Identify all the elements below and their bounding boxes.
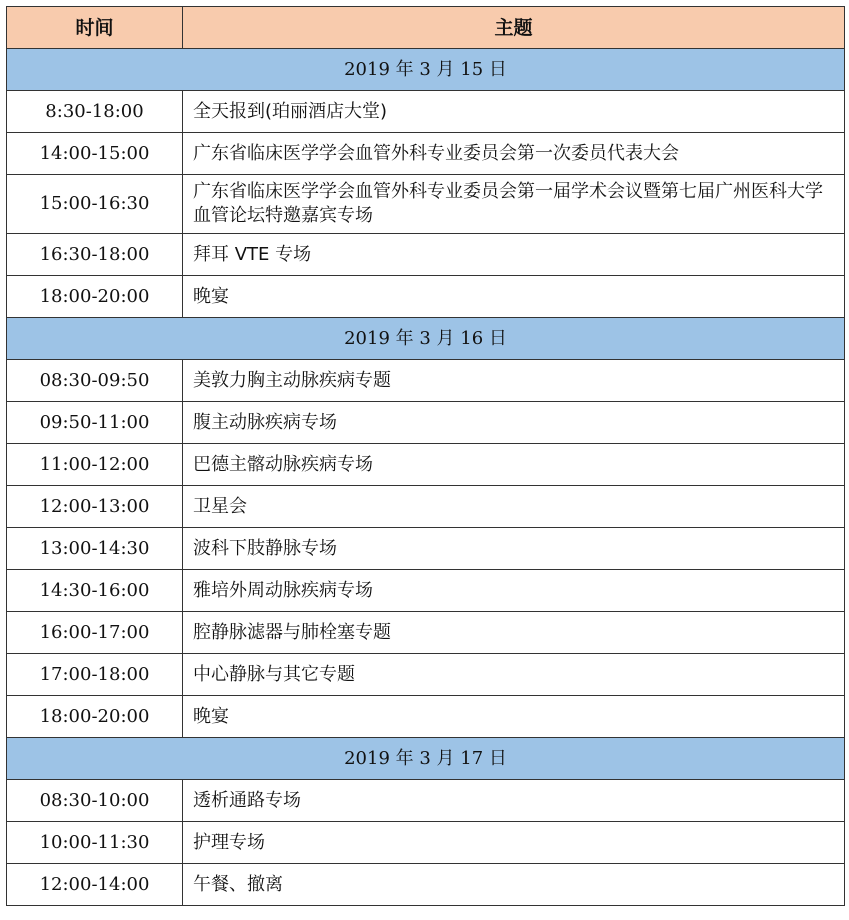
session-row — [7, 175, 845, 234]
session-time: 08:30-09:50 — [7, 360, 183, 402]
session-topic: 晚宴 — [183, 276, 845, 318]
session-time: 18:00-20:00 — [7, 696, 183, 738]
session-topic: 巴德主髂动脉疾病专场 — [183, 444, 845, 486]
session-time: 17:00-18:00 — [7, 654, 183, 696]
session-topic: 午餐、撤离 — [183, 864, 845, 906]
session-time: 12:00-13:00 — [7, 486, 183, 528]
time-column-header: 时间 — [7, 7, 183, 49]
session-topic: 波科下肢静脉专场 — [183, 528, 845, 570]
date-label: 2019 年 3 月 15 日 — [7, 49, 845, 91]
session-topic: 中心静脉与其它专题 — [183, 654, 845, 696]
date-label: 2019 年 3 月 16 日 — [7, 318, 845, 360]
session-row — [7, 486, 845, 528]
session-topic: 广东省临床医学学会血管外科专业委员会第一届学术会议暨第七届广州医科大学血管论坛特邀嘉宾专场 — [183, 175, 845, 234]
date-row — [7, 49, 845, 91]
session-time: 14:00-15:00 — [7, 133, 183, 175]
schedule-table — [6, 6, 845, 906]
session-topic: 雅培外周动脉疾病专场 — [183, 570, 845, 612]
session-row — [7, 402, 845, 444]
session-row — [7, 360, 845, 402]
session-row — [7, 864, 845, 906]
session-time: 14:30-16:00 — [7, 570, 183, 612]
session-row — [7, 444, 845, 486]
session-row — [7, 234, 845, 276]
header-row — [7, 7, 845, 49]
session-time: 08:30-10:00 — [7, 780, 183, 822]
session-time: 16:30-18:00 — [7, 234, 183, 276]
session-row — [7, 276, 845, 318]
session-topic: 护理专场 — [183, 822, 845, 864]
session-topic: 晚宴 — [183, 696, 845, 738]
session-time: 11:00-12:00 — [7, 444, 183, 486]
session-topic: 全天报到(珀丽酒店大堂) — [183, 91, 845, 133]
session-row — [7, 654, 845, 696]
session-row — [7, 612, 845, 654]
session-time: 8:30-18:00 — [7, 91, 183, 133]
session-time: 12:00-14:00 — [7, 864, 183, 906]
session-row — [7, 780, 845, 822]
session-time: 10:00-11:30 — [7, 822, 183, 864]
session-row — [7, 528, 845, 570]
session-topic: 卫星会 — [183, 486, 845, 528]
session-time: 18:00-20:00 — [7, 276, 183, 318]
session-time: 15:00-16:30 — [7, 175, 183, 234]
session-topic: 拜耳 VTE 专场 — [183, 234, 845, 276]
session-time: 13:00-14:30 — [7, 528, 183, 570]
date-row — [7, 318, 845, 360]
session-topic: 腔静脉滤器与肺栓塞专题 — [183, 612, 845, 654]
session-topic: 美敦力胸主动脉疾病专题 — [183, 360, 845, 402]
session-row — [7, 91, 845, 133]
session-time: 16:00-17:00 — [7, 612, 183, 654]
session-row — [7, 133, 845, 175]
topic-column-header: 主题 — [183, 7, 845, 49]
session-row — [7, 696, 845, 738]
session-row — [7, 822, 845, 864]
date-label: 2019 年 3 月 17 日 — [7, 738, 845, 780]
session-row — [7, 570, 845, 612]
session-topic: 透析通路专场 — [183, 780, 845, 822]
session-topic: 广东省临床医学学会血管外科专业委员会第一次委员代表大会 — [183, 133, 845, 175]
session-time: 09:50-11:00 — [7, 402, 183, 444]
session-topic: 腹主动脉疾病专场 — [183, 402, 845, 444]
date-row — [7, 738, 845, 780]
